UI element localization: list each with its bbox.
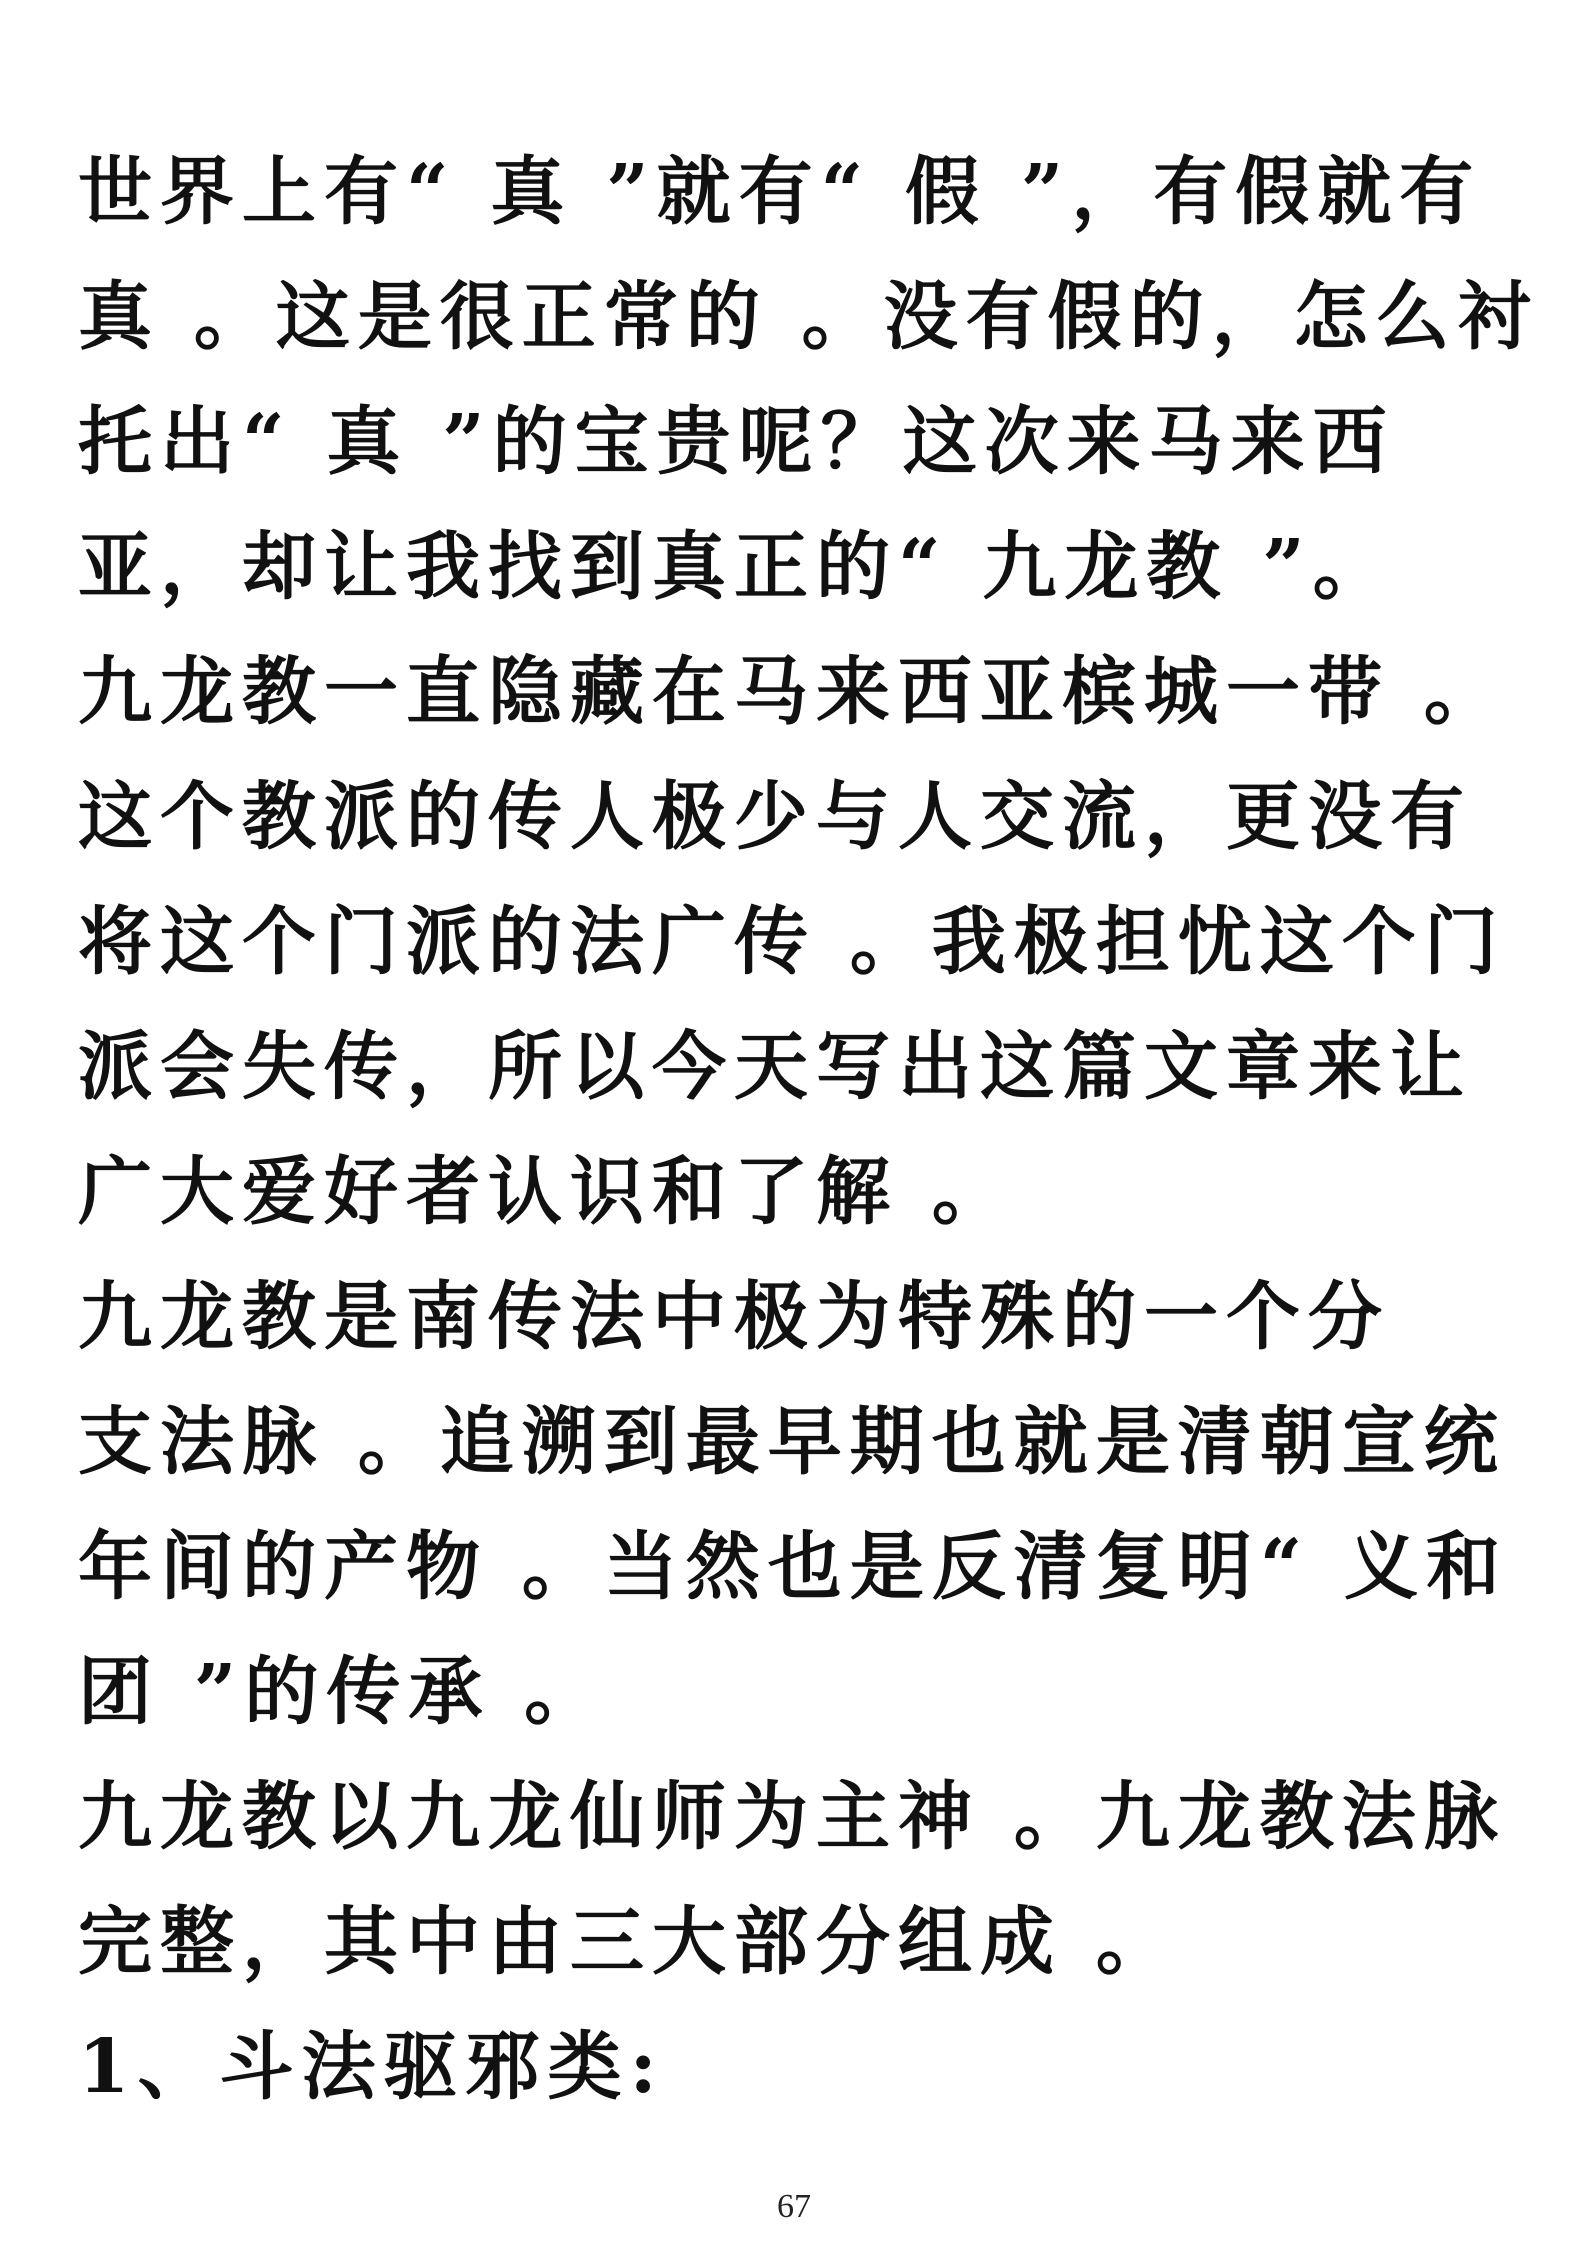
text-line: 九龙教以九龙仙师为主神 。九龙教法脉 — [78, 1774, 1506, 1860]
text-line: 这个教派的传人极少与人交流，更没有 — [78, 774, 1472, 860]
text-line: 年间的产物 。当然也是反清复明“ 义和 — [78, 1524, 1509, 1610]
text-line: 亚，却让我找到真正的“ 九龙教 ”。 — [78, 524, 1395, 610]
document-body — [78, 130, 1540, 2130]
text-line: 团 ”的传承 。 — [78, 1649, 607, 1735]
text-line: 派会失传，所以今天写出这篇文章来让 — [78, 1024, 1472, 1110]
text-line: 将这个门派的法广传 。我极担忧这个门 — [78, 899, 1506, 985]
text-line: 支法脉 。追溯到最早期也就是清朝宣统 — [78, 1399, 1506, 1485]
text-line: 九龙教是南传法中极为特殊的一个分 — [78, 1274, 1390, 1360]
text-line: 九龙教一直隐藏在马来西亚槟城一带 。 — [78, 649, 1506, 735]
text-line: 真 。这是很正常的 。没有假的，怎么衬 — [78, 274, 1540, 360]
text-line: 广大爱好者认识和了解 。 — [78, 1149, 1014, 1235]
text-line: 世界上有“ 真 ”就有“ 假 ”，有假就有 — [78, 149, 1482, 235]
text-line: 1、斗法驱邪类: — [78, 2024, 665, 2110]
text-line: 完整，其中由三大部分组成 。 — [78, 1899, 1178, 1985]
text-line: 托出“ 真 ”的宝贵呢？这次来马来西 — [78, 399, 1395, 485]
page-number: 67 — [777, 2188, 811, 2225]
